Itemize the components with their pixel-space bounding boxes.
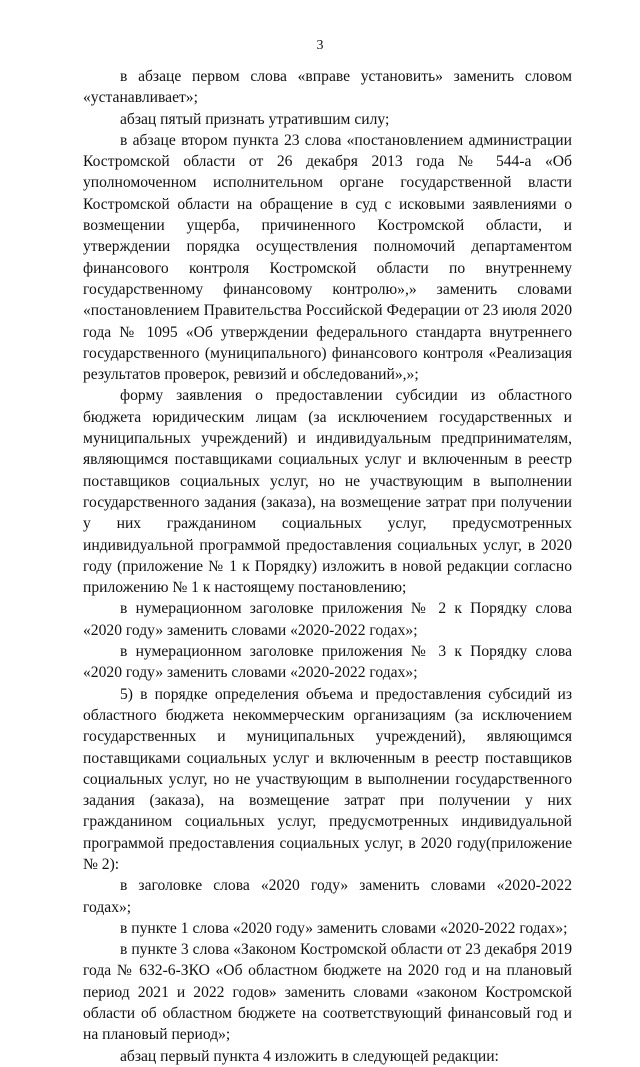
paragraph: в абзаце первом слова «вправе установить» заменить словом «устанавливает»; [83, 68, 572, 107]
paragraph: абзац первый пункта 4 изложить в следующей редакции: [120, 1047, 499, 1065]
document-body [83, 66, 572, 1067]
paragraph: абзац пятый признать утратившим силу; [120, 110, 390, 128]
page-number: 3 [316, 38, 324, 53]
paragraph: в абзаце втором пункта 23 слова «постановлением администрации Костромской области от 26 декабря 2013 года № 544-а «Об уполномоченном исполнительном органе государственной власти Костромской области на обращение в суд с исковыми заявлениями о возмещении ущерба, причиненного Костромской области, и утверждении порядка осуществления полномочий департаментом финансового контроля Костромской области по внутреннему государственному финансовому контролю»,» заменить словами «постановлением Правительства Российской Федерации от 23 июля 2020 года № 1095 «Об утверждении федерального стандарта внутреннего государственного (муниципального) финансового контроля «Реализация результатов проверок, ревизий и обследований»,»; [83, 131, 572, 384]
paragraph: в нумерационном заголовке приложения № 3 к Порядку слова «2020 году» заменить словами «2020-2022 годах»; [83, 643, 572, 682]
paragraph: в заголовке слова «2020 году» заменить словами «2020-2022 годах»; [83, 877, 572, 916]
paragraph: в пункте 1 слова «2020 году» заменить словами «2020-2022 годах»; [120, 919, 568, 937]
paragraph: форму заявления о предоставлении субсидии из областного бюджета юридическим лицам (за исключением государственных и муниципальных учреждений) и индивидуальным предпринимателям, являющимся поставщиками социальных услуг и включенным в реестр поставщиков социальных услуг, но не участвующим в выполнении государственного задания (заказа), на возмещение затрат при получении у них гражданином социальных услуг, предусмотренных индивидуальной программой предоставления социальных услуг, в 2020 году (приложение № 1 к Порядку) изложить в новой редакции согласно приложению № 1 к настоящему постановлению; [83, 387, 572, 597]
paragraph: в пункте 3 слова «Законом Костромской области от 23 декабря 2019 года № 632-6-ЗКО «Об областном бюджете на 2020 год и на плановый период 2021 и 2022 годов» заменить словами «законом Костромской области об областном бюджете на соответствующий финансовый год и на плановый период»; [83, 941, 572, 1044]
paragraph: 5) в порядке определения объема и предоставления субсидий из областного бюджета некоммерческим организациям (за исключением государственных и муниципальных учреждений), являющимся поставщиками социальных услуг и включенным в реестр поставщиков социальных услуг, но не участвующим в выполнении государственного задания (заказа), на возмещение затрат при получении у них гражданином социальных услуг, предусмотренных индивидуальной программой предоставления социальных услуг, в 2020 году(приложение № 2): [83, 685, 572, 873]
paragraph: в нумерационном заголовке приложения № 2 к Порядку слова «2020 году» заменить словами «2020-2022 годах»; [83, 600, 572, 639]
